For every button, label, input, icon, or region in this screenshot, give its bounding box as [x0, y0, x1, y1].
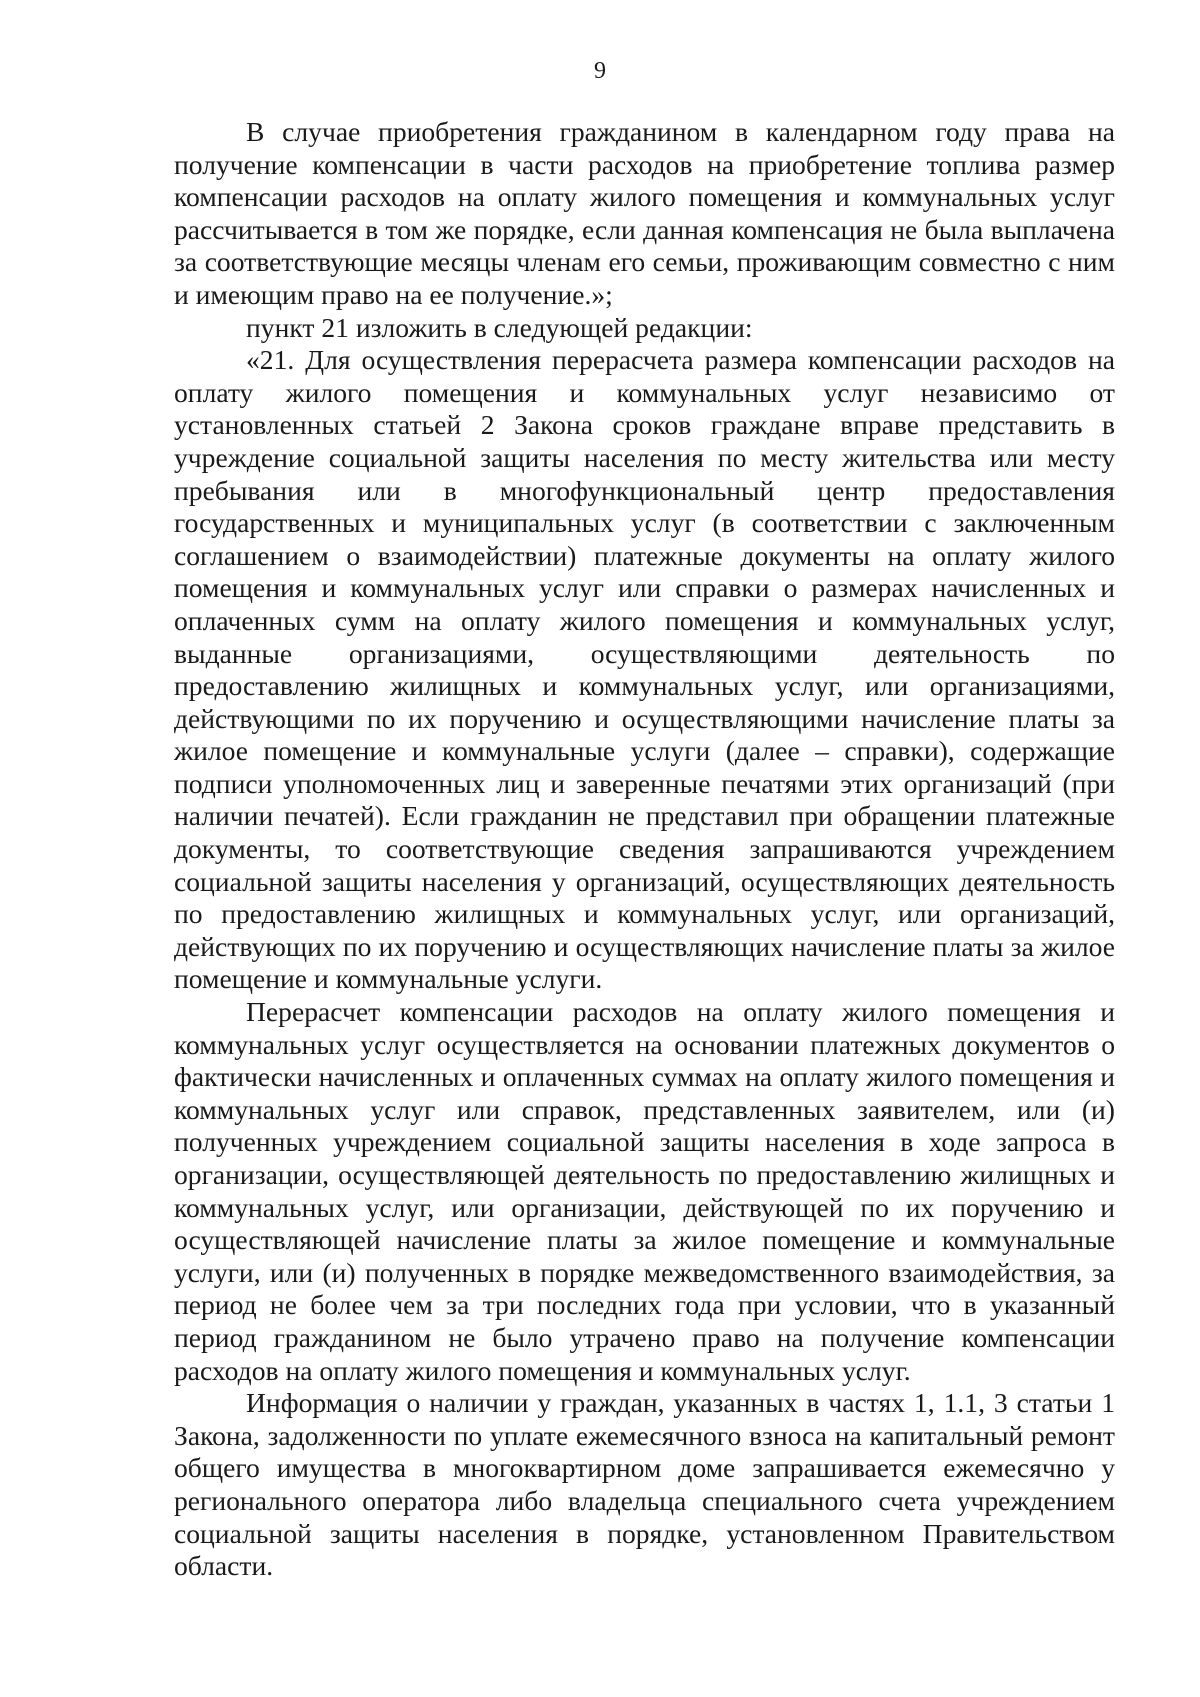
page-number: 9 — [594, 58, 606, 84]
paragraph-item-21-intro: пункт 21 изложить в следующей редакции: — [246, 311, 753, 343]
paragraph-item-21-text: «21. Для осуществления перерасчета размера компенсации расходов на оплату жилого помещения и коммунальных услуг независимо от установленных статьей 2 Закона сроков граждане вправе представить в учреждение социальной защиты населения по месту жительства или месту пребывания или в многофункциональный центр предоставления государственных и муниципальных услуг (в соответствии с заключенным соглашением о взаимодействии) платежные документы на оплату жилого помещения и коммунальных услуг или справки о размерах начисленных и оплаченных сумм на оплату жилого помещения и коммунальных услуг, выданные организациями, осуществляющими деятельность по предоставлению жилищных и коммунальных услуг, или организациями, действующими по их поручению и осуществляющими начисление платы за жилое помещение и коммунальные услуги (далее – справки), содержащие подписи уполномоченных лиц и заверенные печатями этих организаций (при наличии печатей). Если гражданин не представил при обращении платежные документы, то соответствующие сведения запрашиваются учреждением социальной защиты населения у организаций, осуществляющих деятельность по предоставлению жилищных и коммунальных услуг, или организаций, действующих по их поручению и осуществляющих начисление платы за жилое помещение и коммунальные услуги. — [174, 344, 1115, 995]
paragraph-recalculation: Перерасчет компенсации расходов на оплату жилого помещения и коммунальных услуг осуществляется на основании платежных документов о фактически начисленных и оплаченных суммах на оплату жилого помещения и коммунальных услуг или справок, представленных заявителем, или (и) полученных учреждением социальной защиты населения в ходе запроса в организации, осуществляющей деятельность по предоставлению жилищных и коммунальных услуг, или организации, действующей по их поручению и осуществляющей начисление платы за жилое помещение и коммунальные услуги, или (и) полученных в порядке межведомственного взаимодействия, за период не более чем за три последних года при условии, что в указанный период гражданином не было утрачено право на получение компенсации расходов на оплату жилого помещения и коммунальных услуг. — [174, 996, 1115, 1386]
paragraph-debt-information: Информация о наличии у граждан, указанных в частях 1, 1.1, 3 статьи 1 Закона, задолженности по уплате ежемесячного взноса на капитальный ремонт общего имущества в многоквартирном доме запрашивается ежемесячно у регионального оператора либо владельца специального счета учреждением социальной защиты населения в порядке, установленном Правительством области. — [174, 1387, 1115, 1582]
document-body — [174, 116, 1115, 1583]
paragraph-compensation-fuel: В случае приобретения гражданином в календарном году права на получение компенсации в части расходов на приобретение топлива размер компенсации расходов на оплату жилого помещения и коммунальных услуг рассчитывается в том же порядке, если данная компенсация не была выплачена за соответствующие месяцы членам его семьи, проживающим совместно с ним и имеющим право на ее получение.»; — [174, 116, 1115, 310]
